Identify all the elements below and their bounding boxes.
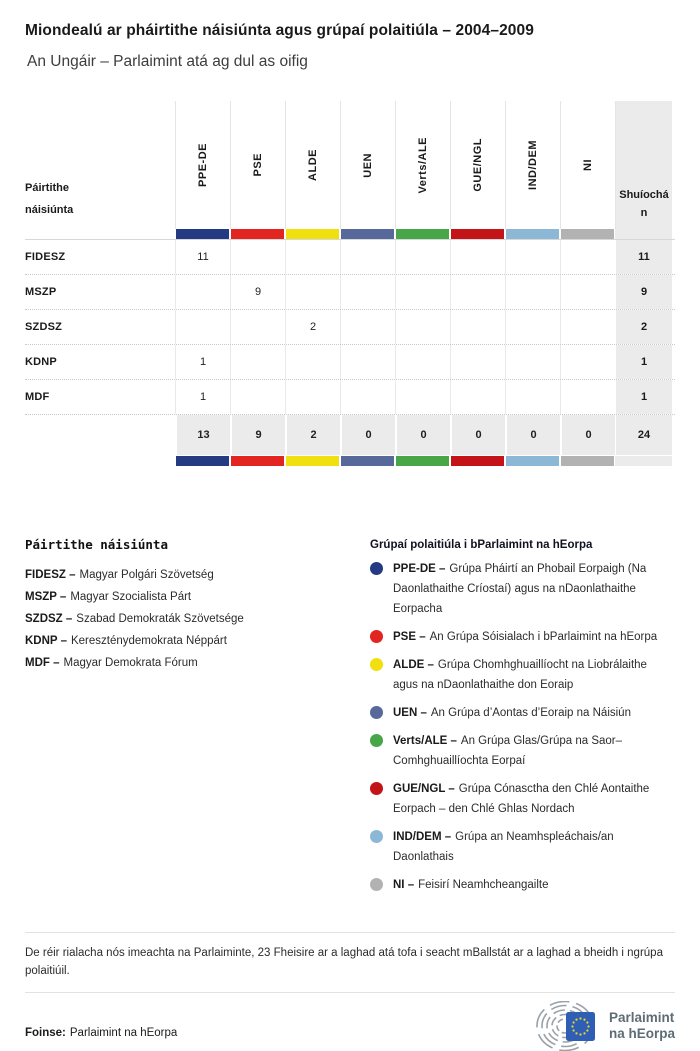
value-cell [505, 275, 560, 309]
color-bar-pse [231, 456, 284, 466]
grand-total-cell: 24 [615, 415, 672, 455]
value-cell [285, 240, 340, 274]
footnote: De réir rialacha nós imeachta na Parlaiminte, 23 Fheisire ar a laghad atá tofa i seacht mBallstát ar a laghad a bheidh i ngrúpa polaitiúil. [25, 947, 663, 977]
value-cell: 2 [285, 310, 340, 344]
page [0, 22, 700, 1051]
source-label: Foinse: [25, 1027, 66, 1039]
legend-groups-header: Grúpaí polaitiúla i bParlaimint na hEorpa [370, 539, 593, 551]
divider [25, 932, 675, 933]
row-header-label: Páirtithe náisiúnta [25, 182, 74, 216]
gue-ngl-color-dot [370, 782, 383, 795]
legend-party-item: FIDESZ – Magyar Polgári Szövetség [25, 569, 214, 581]
divider [25, 992, 675, 993]
value-cell [450, 380, 505, 414]
total-cell: 0 [340, 415, 395, 455]
table-row-kdnp [25, 344, 675, 379]
seats-total-cell: 2 [615, 310, 672, 344]
legend-group-item: PSE – An Grúpa Sóisialach i bParlaimint na hEorpa [370, 627, 675, 647]
total-cell: 13 [175, 415, 230, 455]
table-row-fidesz [25, 239, 675, 274]
row-header-label-cell [25, 101, 175, 229]
value-cell [175, 275, 230, 309]
table-row-szdsz [25, 309, 675, 344]
page-title: Miondealú ar pháirtithe náisiúnta agus grúpaí polaitiúla – 2004–2009 [25, 22, 534, 39]
color-bar-ind-dem [506, 229, 559, 239]
legend-national-parties [25, 537, 370, 895]
color-bar-ppe-de [176, 456, 229, 466]
group-color-bar-top [25, 229, 675, 239]
value-cell [450, 275, 505, 309]
value-cell [285, 275, 340, 309]
value-cell: 1 [175, 380, 230, 414]
legend-group-item: PPE-DE – Grúpa Pháirtí an Phobail Eorpaigh (Na Daonlathaithe Críostaí) agus na nDaonlathaithe Eorpacha [370, 559, 675, 619]
color-bar-alde [286, 229, 339, 239]
ppe-de-color-dot [370, 562, 383, 575]
value-cell: 1 [175, 345, 230, 379]
value-cell [560, 380, 615, 414]
party-name: MSZP [25, 286, 57, 298]
ep-logo [535, 1001, 675, 1051]
value-cell [395, 240, 450, 274]
source-line [25, 1027, 177, 1039]
color-bar-gue-ngl [451, 229, 504, 239]
legend [25, 537, 675, 895]
column-header-ni: NI [560, 101, 615, 229]
legend-group-item: NI – Feisirí Neamhcheangailte [370, 875, 675, 895]
column-header-alde: ALDE [285, 101, 340, 229]
value-cell [450, 345, 505, 379]
color-bar-pse [231, 229, 284, 239]
table-row-mszp [25, 274, 675, 309]
column-header-uen: UEN [340, 101, 395, 229]
value-cell [505, 310, 560, 344]
party-name: SZDSZ [25, 321, 63, 333]
value-cell [340, 275, 395, 309]
seats-total-cell: 1 [615, 345, 672, 379]
value-cell [285, 380, 340, 414]
ep-logo-wordmark: Parlaimint na hEorpa [608, 1010, 675, 1041]
ind-dem-color-dot [370, 830, 383, 843]
seats-column-header: Shuíochán [615, 101, 672, 229]
legend-group-item: IND/DEM – Grúpa an Neamhspleáchais/an Daonlathais [370, 827, 675, 867]
value-cell [340, 380, 395, 414]
color-bar-uen [341, 456, 394, 466]
legend-group-item: UEN – An Grúpa d’Aontas d’Eoraip na Náisiún [370, 703, 675, 723]
value-cell [560, 240, 615, 274]
legend-party-item: KDNP – Kereszténydemokrata Néppárt [25, 635, 227, 647]
total-cell: 0 [560, 415, 615, 455]
color-bar-uen [341, 229, 394, 239]
pse-color-dot [370, 630, 383, 643]
value-cell [395, 380, 450, 414]
value-cell [395, 310, 450, 344]
table-row-mdf [25, 379, 675, 414]
page-subtitle: An Ungáir – Parlaimint atá ag dul as oifig [27, 53, 308, 70]
ep-logo-hemicycle-icon [535, 1001, 601, 1051]
value-cell [560, 310, 615, 344]
value-cell [450, 240, 505, 274]
color-bar-ind-dem [506, 456, 559, 466]
color-bar-verts-ale [396, 229, 449, 239]
table-header-row [25, 101, 675, 229]
value-cell [340, 240, 395, 274]
total-cell: 0 [505, 415, 560, 455]
value-cell [395, 345, 450, 379]
seats-total-cell: 9 [615, 275, 672, 309]
value-cell: 9 [230, 275, 285, 309]
color-bar-gue-ngl [451, 456, 504, 466]
legend-group-item: ALDE – Grúpa Chomhghuaillíocht na Liobrálaithe agus na nDaonlathaithe don Eoraip [370, 655, 675, 695]
column-header-ind-dem: IND/DEM [505, 101, 560, 229]
party-name: KDNP [25, 356, 57, 368]
total-cell: 0 [395, 415, 450, 455]
value-cell [505, 345, 560, 379]
source-value: Parlaimint na hEorpa [69, 1027, 178, 1039]
value-cell [175, 310, 230, 344]
verts-ale-color-dot [370, 734, 383, 747]
uen-color-dot [370, 706, 383, 719]
value-cell [395, 275, 450, 309]
value-cell [560, 345, 615, 379]
alde-color-dot [370, 658, 383, 671]
value-cell [340, 345, 395, 379]
column-header-pse: PSE [230, 101, 285, 229]
legend-group-item: GUE/NGL – Grúpa Cónasctha den Chlé Aontaithe Eorpach – den Chlé Ghlas Nordach [370, 779, 675, 819]
legend-party-item: MSZP – Magyar Szocialista Párt [25, 591, 192, 603]
group-color-bar-bottom [25, 455, 675, 465]
value-cell: 11 [175, 240, 230, 274]
legend-party-item: SZDSZ – Szabad Demokraták Szövetsége [25, 613, 244, 625]
seats-total-cell: 1 [615, 380, 672, 414]
seats-table [25, 101, 675, 465]
total-cell: 2 [285, 415, 340, 455]
column-header-ppe-de: PPE-DE [175, 101, 230, 229]
color-bar-ppe-de [176, 229, 229, 239]
total-cell: 9 [230, 415, 285, 455]
legend-group-item: Verts/ALE – An Grúpa Glas/Grúpa na Saor–Comhghuaillíochta Eorpaí [370, 731, 675, 771]
color-bar-verts-ale [396, 456, 449, 466]
eu-flag-icon [566, 1012, 595, 1041]
table-totals-row [25, 414, 675, 455]
party-name: MDF [25, 391, 50, 403]
color-bar-ni [561, 229, 614, 239]
legend-political-groups [370, 537, 675, 895]
seats-total-cell: 11 [615, 240, 672, 274]
total-cell: 0 [450, 415, 505, 455]
color-bar-alde [286, 456, 339, 466]
value-cell [340, 310, 395, 344]
value-cell [560, 275, 615, 309]
value-cell [505, 240, 560, 274]
value-cell [230, 310, 285, 344]
value-cell [285, 345, 340, 379]
party-name: FIDESZ [25, 251, 66, 263]
legend-party-item: MDF – Magyar Demokrata Fórum [25, 657, 198, 669]
value-cell [230, 240, 285, 274]
value-cell [505, 380, 560, 414]
column-header-verts-ale: Verts/ALE [395, 101, 450, 229]
color-bar-ni [561, 456, 614, 466]
value-cell [230, 380, 285, 414]
source-row [25, 1001, 675, 1051]
value-cell [230, 345, 285, 379]
legend-parties-header: Páirtithe náisiúnta [25, 537, 168, 552]
column-header-gue-ngl: GUE/NGL [450, 101, 505, 229]
ni-color-dot [370, 878, 383, 891]
value-cell [450, 310, 505, 344]
